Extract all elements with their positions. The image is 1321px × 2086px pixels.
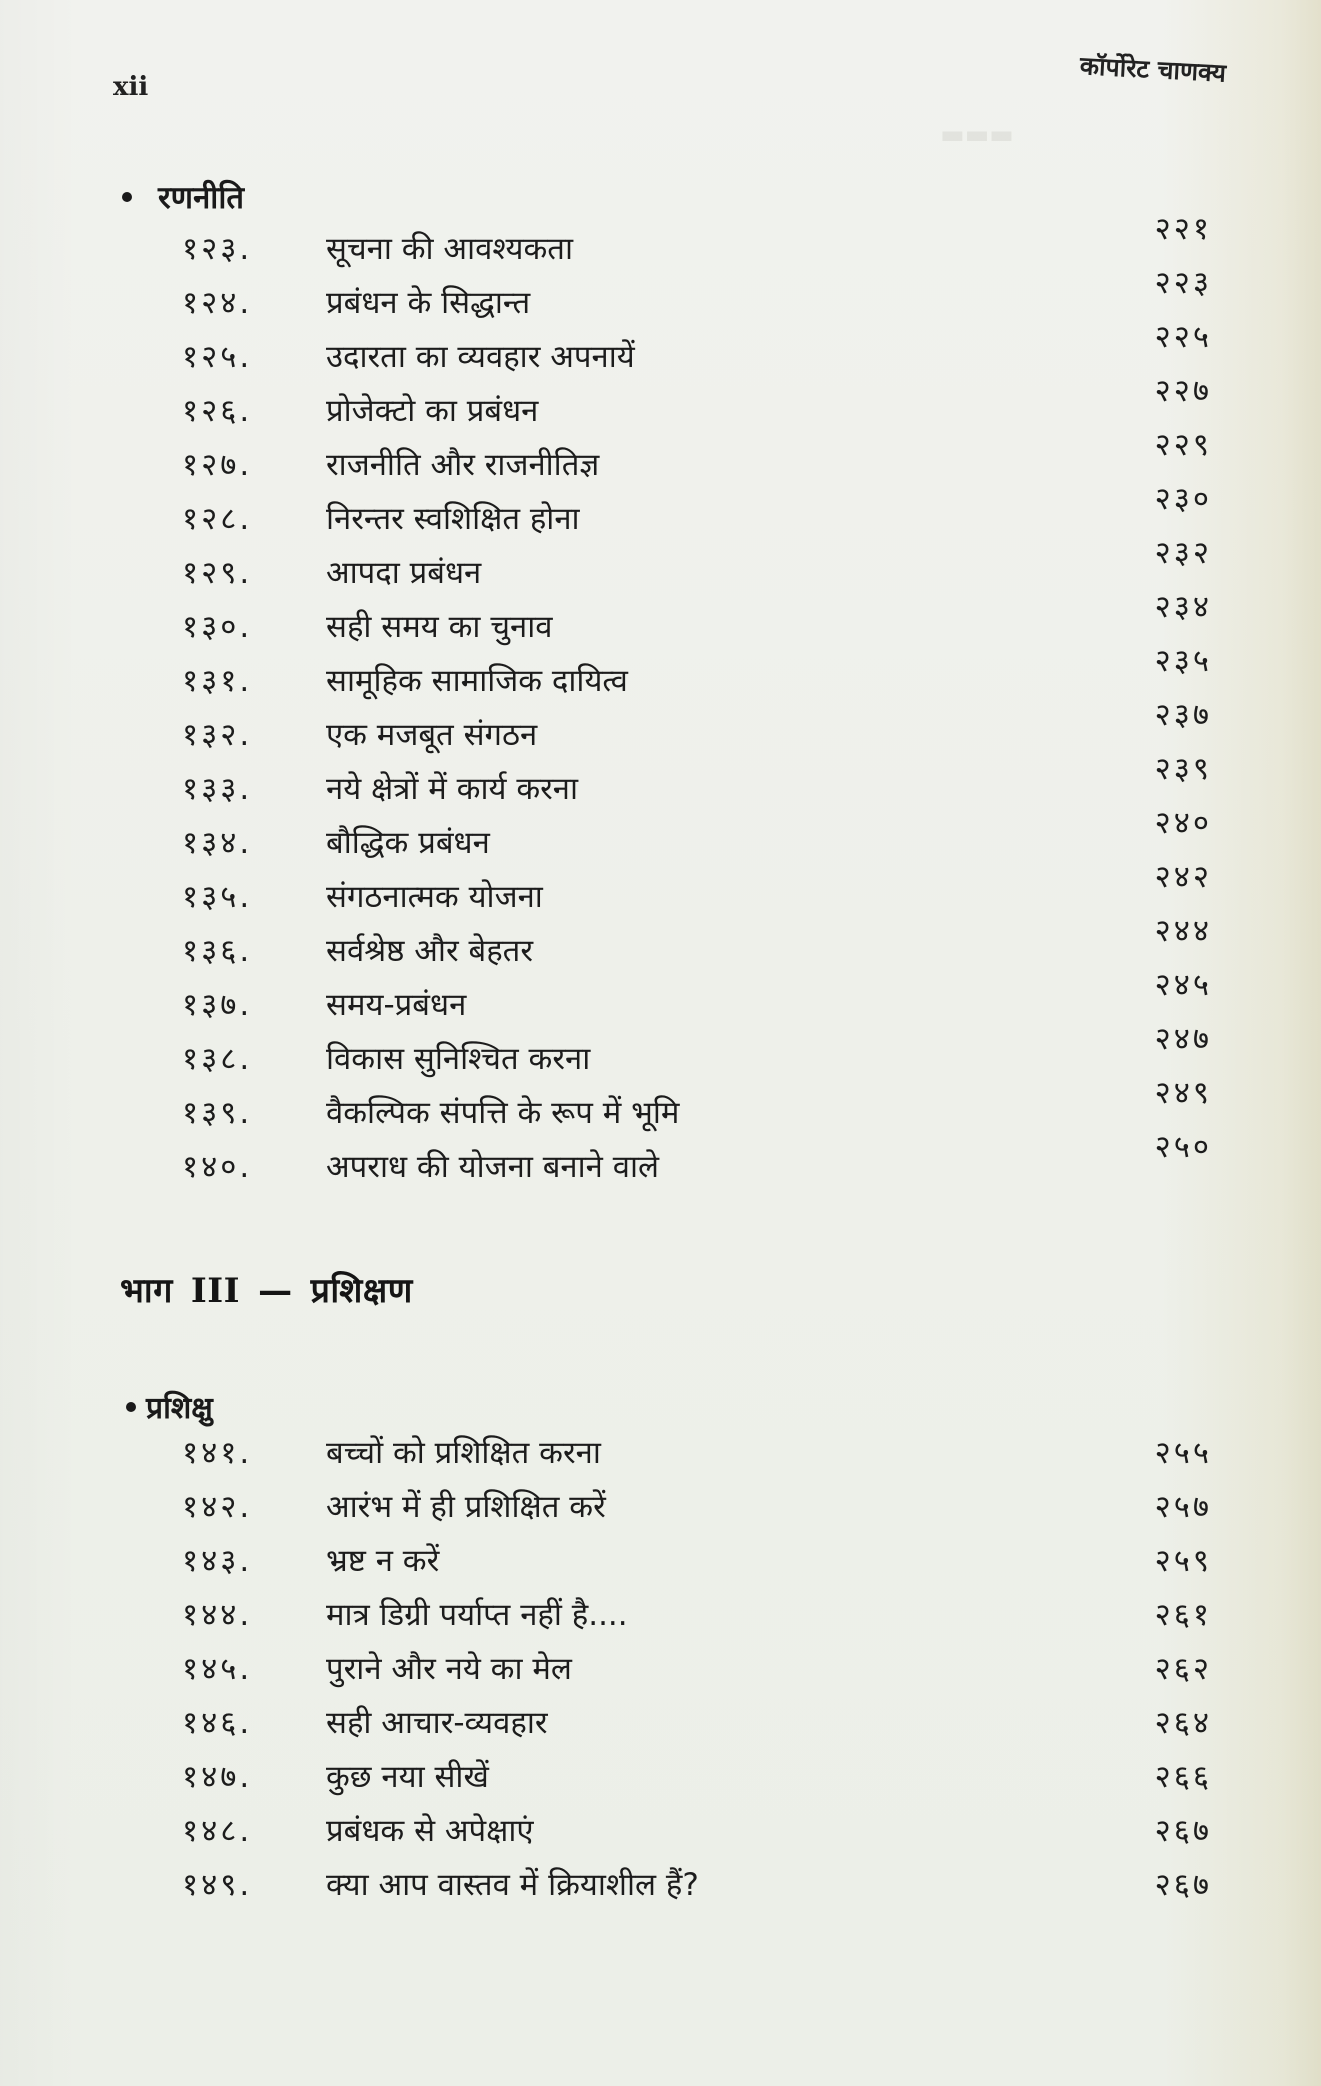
part-title: प्रशिक्षण xyxy=(310,1271,413,1311)
toc-entry[interactable] xyxy=(182,1588,1212,1642)
entry-page: २५९ xyxy=(1154,1543,1212,1579)
toc-entry[interactable] xyxy=(182,1075,1212,1140)
entry-page: २५७ xyxy=(1154,1489,1212,1525)
entry-page: २३२ xyxy=(1154,535,1212,571)
entry-number: १२९. xyxy=(182,555,253,591)
entry-page: २२१ xyxy=(1154,211,1212,247)
toc-entry[interactable] xyxy=(182,1021,1212,1086)
entry-number: १३६. xyxy=(182,933,253,969)
entry-title: पुराने और नये का मेल xyxy=(326,1651,572,1687)
entry-title: सामूहिक सामाजिक दायित्व xyxy=(326,663,628,699)
entry-number: १३०. xyxy=(182,609,253,645)
toc-entry[interactable] xyxy=(182,589,1212,654)
entry-number: १३१. xyxy=(182,663,253,699)
entry-page: २३७ xyxy=(1154,697,1212,733)
entry-title: उदारता का व्यवहार अपनायें xyxy=(326,339,635,375)
entry-number: १४८. xyxy=(182,1813,253,1849)
entry-title: सर्वश्रेष्ठ और बेहतर xyxy=(326,933,534,969)
entry-title: बौद्धिक प्रबंधन xyxy=(326,825,490,861)
toc-entry[interactable] xyxy=(182,805,1212,870)
entry-title: वैकल्पिक संपत्ति के रूप में भूमि xyxy=(326,1095,680,1131)
toc-entry[interactable] xyxy=(182,535,1212,600)
entry-number: १२६. xyxy=(182,393,253,429)
entry-page: २५५ xyxy=(1154,1435,1212,1471)
toc-entry[interactable] xyxy=(182,697,1212,762)
entry-page: २३० xyxy=(1154,481,1212,517)
entry-number: १३३. xyxy=(182,771,253,807)
entry-number: १४५. xyxy=(182,1651,253,1687)
entry-number: १२७. xyxy=(182,447,253,483)
entry-title: भ्रष्ट न करें xyxy=(326,1543,440,1579)
entry-title: मात्र डिग्री पर्याप्त नहीं है.... xyxy=(326,1597,628,1633)
toc-entry[interactable] xyxy=(182,1642,1212,1696)
section-heading-strategy xyxy=(122,176,244,218)
entry-title: प्रबंधक से अपेक्षाएं xyxy=(326,1813,534,1849)
entry-title: नये क्षेत्रों में कार्य करना xyxy=(326,771,579,807)
running-head: कॉर्पोरेट चाणक्य xyxy=(1079,51,1227,88)
toc-entry[interactable] xyxy=(182,1750,1212,1804)
entry-page: २२९ xyxy=(1154,427,1212,463)
entry-number: १४०. xyxy=(182,1149,253,1185)
entry-title: विकास सुनिश्चित करना xyxy=(326,1041,591,1077)
toc-entry[interactable] xyxy=(182,373,1212,438)
entry-title: निरन्तर स्वशिक्षित होना xyxy=(326,501,580,537)
entry-title: आरंभ में ही प्रशिक्षित करें xyxy=(326,1489,606,1525)
entry-title: आपदा प्रबंधन xyxy=(326,555,482,591)
toc-entry[interactable] xyxy=(182,967,1212,1032)
entry-page: २६१ xyxy=(1154,1597,1212,1633)
entry-number: १४९. xyxy=(182,1867,253,1903)
entry-number: १४४. xyxy=(182,1597,253,1633)
entry-page: २४९ xyxy=(1154,1075,1212,1111)
entry-page: २६७ xyxy=(1154,1867,1212,1903)
toc-entry[interactable] xyxy=(182,481,1212,546)
section-heading-trainees xyxy=(126,1386,213,1427)
toc-entry[interactable] xyxy=(182,319,1212,384)
entry-page: २५० xyxy=(1154,1129,1212,1165)
toc-entry[interactable] xyxy=(182,751,1212,816)
entry-page: २४५ xyxy=(1154,967,1212,1003)
entry-page: २६४ xyxy=(1154,1705,1212,1741)
entry-number: १३५. xyxy=(182,879,253,915)
toc-entry[interactable] xyxy=(182,1804,1212,1858)
entry-title: अपराध की योजना बनाने वाले xyxy=(326,1149,659,1185)
entry-number: १४६. xyxy=(182,1705,253,1741)
entry-page: २२३ xyxy=(1154,265,1212,301)
entry-number: १२८. xyxy=(182,501,253,537)
entry-number: १४१. xyxy=(182,1435,253,1471)
toc-entry[interactable] xyxy=(182,859,1212,924)
entry-title: क्या आप वास्तव में क्रियाशील हैं? xyxy=(326,1867,699,1903)
entry-number: १३२. xyxy=(182,717,253,753)
entry-number: १२३. xyxy=(182,231,253,267)
entry-page: २६७ xyxy=(1154,1813,1212,1849)
entry-page: २६२ xyxy=(1154,1651,1212,1687)
toc-entry[interactable] xyxy=(182,913,1212,978)
entry-number: १३७. xyxy=(182,987,253,1023)
entry-number: १२५. xyxy=(182,339,253,375)
entry-title: समय-प्रबंधन xyxy=(326,987,467,1023)
toc-entry[interactable] xyxy=(182,1858,1212,1912)
entry-title: प्रोजेक्टो का प्रबंधन xyxy=(326,393,539,429)
bullet-icon xyxy=(126,1402,136,1412)
entry-title: बच्चों को प्रशिक्षित करना xyxy=(326,1435,601,1471)
entry-page: २४० xyxy=(1154,805,1212,841)
entry-title: एक मजबूत संगठन xyxy=(326,717,538,753)
entry-page: २२५ xyxy=(1154,319,1212,355)
entry-page: २४४ xyxy=(1154,913,1212,949)
entry-title: संगठनात्मक योजना xyxy=(326,879,543,915)
entry-number: १३४. xyxy=(182,825,253,861)
toc-entry[interactable] xyxy=(182,1696,1212,1750)
entry-number: १४२. xyxy=(182,1489,253,1525)
entry-page: २४२ xyxy=(1154,859,1212,895)
entry-title: सही आचार-व्यवहार xyxy=(326,1705,548,1741)
toc-entry[interactable] xyxy=(182,643,1212,708)
entry-page: २३५ xyxy=(1154,643,1212,679)
entry-title: कुछ नया सीखें xyxy=(326,1759,489,1795)
section-heading-label: प्रशिक्षु xyxy=(146,1391,213,1426)
entry-number: १४३. xyxy=(182,1543,253,1579)
entry-number: १३८. xyxy=(182,1041,253,1077)
show-through-text: ▬▬▬ xyxy=(940,120,1014,150)
entry-number: १४७. xyxy=(182,1759,253,1795)
entry-page: २६६ xyxy=(1154,1759,1212,1795)
part-roman-numeral: III xyxy=(190,1271,241,1311)
entry-title: सूचना की आवश्यकता xyxy=(326,231,573,267)
toc-entry[interactable] xyxy=(182,1534,1212,1588)
entry-number: १२४. xyxy=(182,285,253,321)
entry-number: १३९. xyxy=(182,1095,253,1131)
part-prefix: भाग xyxy=(120,1271,173,1311)
toc-entry[interactable] xyxy=(182,1426,1212,1480)
toc-entry[interactable] xyxy=(182,1480,1212,1534)
entry-page: २३९ xyxy=(1154,751,1212,787)
toc-entry[interactable] xyxy=(182,211,1212,276)
entry-title: प्रबंधन के सिद्धान्त xyxy=(326,285,531,321)
entry-page: २४७ xyxy=(1154,1021,1212,1057)
toc-entry[interactable] xyxy=(182,265,1212,330)
entry-title: सही समय का चुनाव xyxy=(326,609,553,645)
page-folio: xii xyxy=(113,72,149,102)
bullet-icon xyxy=(122,192,132,202)
part-heading xyxy=(120,1266,413,1312)
toc-entry[interactable] xyxy=(182,1129,1212,1194)
entry-page: २२७ xyxy=(1154,373,1212,409)
part-dash: — xyxy=(258,1271,293,1311)
entry-title: राजनीति और राजनीतिज्ञ xyxy=(326,447,600,483)
section-heading-label: रणनीति xyxy=(158,180,245,216)
entry-page: २३४ xyxy=(1154,589,1212,625)
toc-entry[interactable] xyxy=(182,427,1212,492)
